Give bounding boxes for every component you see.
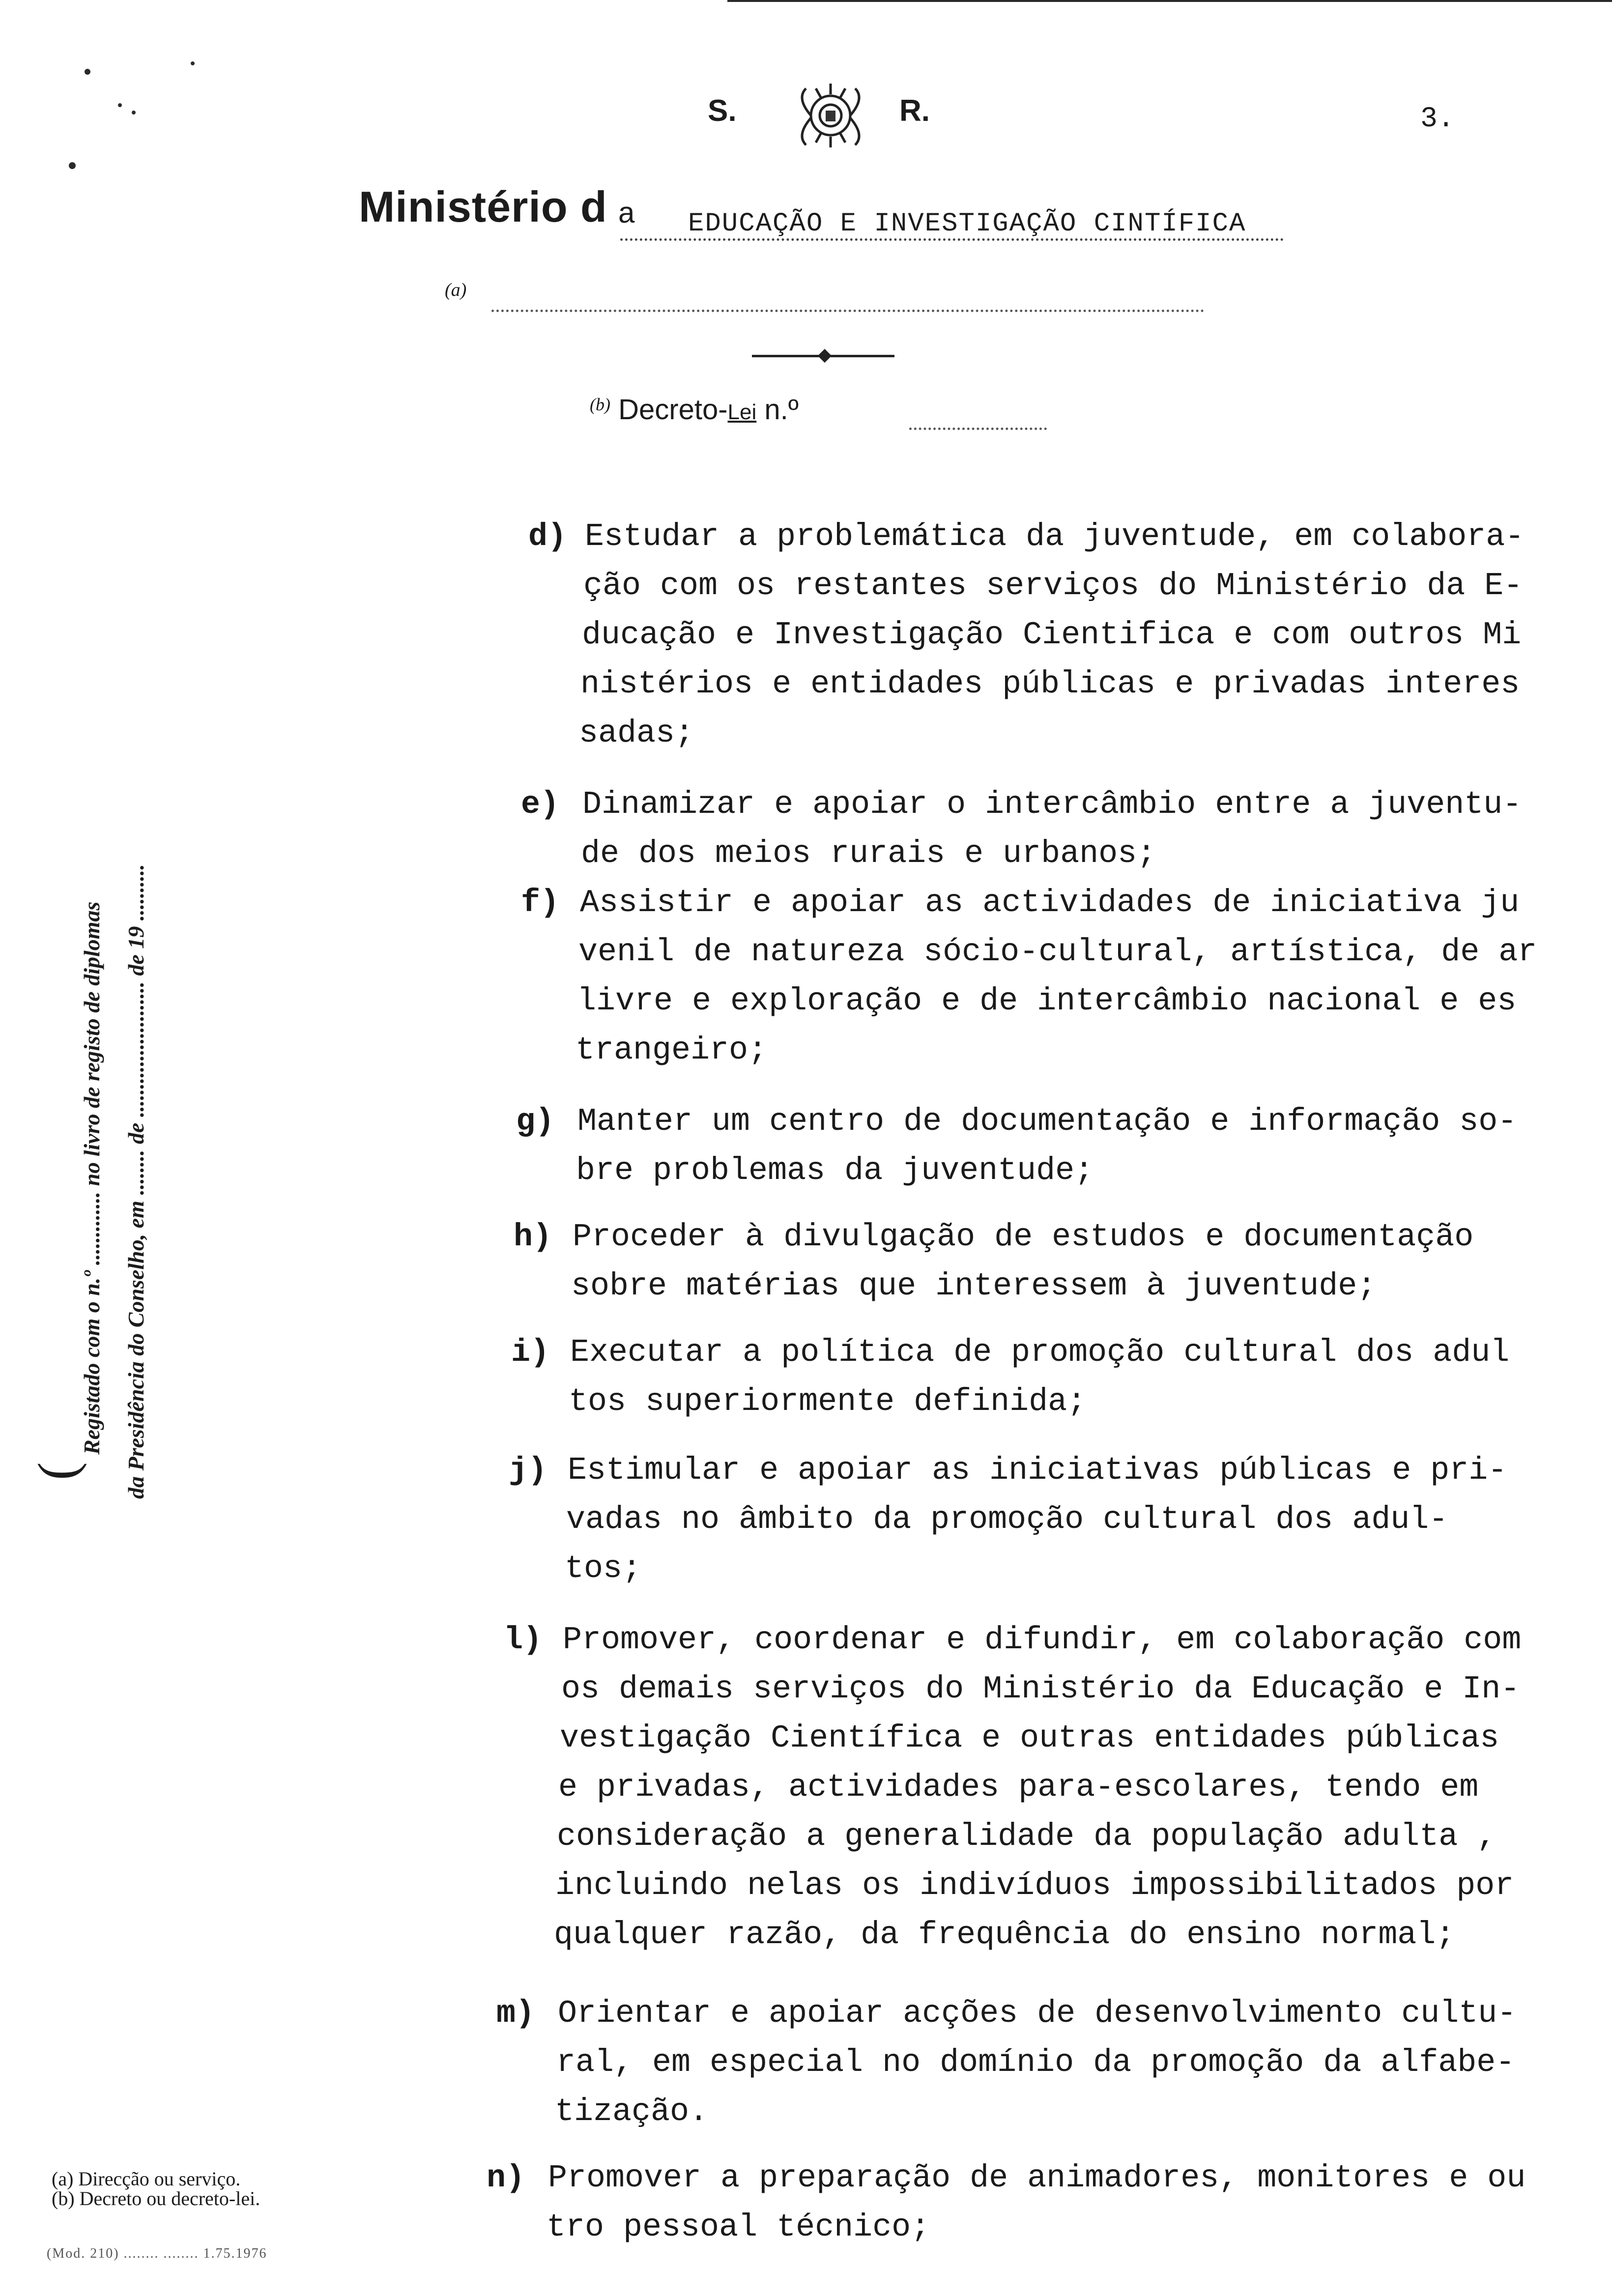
item-text-line: tos; (565, 1550, 642, 1587)
speck-mark (85, 69, 90, 75)
header-r: R. (899, 94, 930, 128)
item-text-line: nistérios e entidades públicas e privadas interes (580, 666, 1520, 702)
item-label: n) (487, 2160, 525, 2196)
item-text-line: incluindo nelas os indivíduos impossibilitados por (555, 1867, 1514, 1904)
item-text-line: vadas no âmbito da promoção cultural dos adul- (566, 1501, 1448, 1538)
margin-presidency-line: da Presidência do Conselho, em ........ de ........................ de 19 .......... (123, 864, 148, 1499)
item-label: j) (509, 1452, 547, 1489)
item-text-line: Promover a preparação de animadores, monitores e ou (548, 2160, 1526, 2196)
footnote-b: (b) Decreto ou decreto-lei. (52, 2187, 260, 2210)
item-text-line: Orientar e apoiar acções de desenvolvimento cultu- (558, 1995, 1517, 2032)
item-text-line: e privadas, actividades para-escolares, tendo em (558, 1769, 1479, 1806)
decreto-label: Decreto- (618, 394, 728, 426)
margin-registration-line: Registado com o n.º ............. no livro de registo de diplomas (79, 901, 104, 1455)
ministry-department: EDUCAÇÃO E INVESTIGAÇÃO CINTÍFICA (688, 209, 1246, 239)
speck-mark (118, 103, 122, 107)
decreto-number-line (909, 428, 1047, 430)
item-label: f) (521, 885, 560, 921)
coat-of-arms-emblem (781, 79, 880, 152)
print-code: (Mod. 210) ........ ........ 1.75.1976 (47, 2246, 267, 2261)
item-text-line: venil de natureza sócio-cultural, artística, de ar (578, 934, 1537, 970)
header-s: S. (708, 94, 737, 128)
decreto-lei: Lei (727, 400, 757, 424)
item-text-line: Proceder à divulgação de estudos e documentação (573, 1219, 1474, 1255)
item-text-line: qualquer razão, da frequência do ensino normal; (554, 1917, 1455, 1953)
item-text-line: tização. (555, 2094, 709, 2130)
field-a-line (491, 310, 1204, 312)
item-text-line: Estimular e apoiar as iniciativas públicas e pri- (568, 1452, 1507, 1489)
page-number: 3. (1420, 103, 1455, 135)
speck-mark (132, 111, 136, 115)
item-text-line: Estudar a problemática da juventude, em colabora- (585, 518, 1525, 555)
item-label: i) (511, 1334, 550, 1371)
item-label: h) (514, 1219, 552, 1255)
item-text-line: tos superiormente definida; (569, 1383, 1087, 1420)
item-text-line: Promover, coordenar e difundir, em colaboração com (563, 1622, 1522, 1658)
field-a-label: (a) (445, 280, 467, 300)
item-text-line: ral, em especial no domínio da promoção da alfabe- (556, 2044, 1515, 2081)
item-text-line: bre problemas da juventude; (576, 1152, 1094, 1189)
item-text-line: sadas; (579, 715, 694, 751)
divider-ornament-left (752, 355, 826, 357)
item-text-line: Assistir e apoiar as actividades de iniciativa ju (580, 885, 1520, 921)
item-label: l) (504, 1622, 543, 1658)
item-text-line: vestigação Científica e outras entidades públicas (560, 1720, 1499, 1756)
item-label: e) (521, 786, 560, 823)
item-text-line: tro pessoal técnico; (547, 2209, 930, 2245)
item-label: d) (528, 518, 567, 555)
decreto-heading (590, 393, 799, 426)
item-text-line: livre e exploração e de intercâmbio nacional e es (577, 983, 1517, 1019)
speck-mark (191, 61, 195, 65)
item-text-line: os demais serviços do Ministério da Educação e In- (561, 1671, 1520, 1707)
item-label: m) (496, 1995, 535, 2032)
top-edge-line (727, 0, 1612, 2)
ministry-prefix: a (618, 196, 635, 229)
speck-mark (69, 162, 76, 169)
decreto-number-label: n.º (756, 394, 799, 426)
item-label: g) (516, 1103, 555, 1140)
divider-ornament-diamond (818, 349, 832, 363)
item-text-line: ducação e Investigação Cientifica e com outros Mi (582, 617, 1522, 653)
ministry-title: Ministério d (359, 182, 607, 231)
item-text-line: sobre matérias que interessem à juventude; (571, 1268, 1377, 1304)
divider-ornament-right (831, 355, 894, 357)
item-text-line: trangeiro; (576, 1032, 768, 1068)
item-text-line: Manter um centro de documentação e informação so- (577, 1103, 1517, 1140)
item-text-line: Executar a política de promoção cultural dos adul (570, 1334, 1510, 1371)
margin-bracket: ( (27, 1462, 87, 1480)
item-text-line: de dos meios rurais e urbanos; (581, 835, 1156, 872)
item-text-line: Dinamizar e apoiar o intercâmbio entre a juventu- (582, 786, 1522, 823)
footnote-a: (a) Direcção ou serviço. (52, 2168, 241, 2190)
ministry-fill-line (620, 238, 1284, 241)
item-text-line: consideração a generalidade da população adulta , (557, 1818, 1497, 1855)
item-text-line: ção com os restantes serviços do Ministério da E- (583, 568, 1523, 604)
decreto-b-marker: (b) (590, 395, 610, 414)
